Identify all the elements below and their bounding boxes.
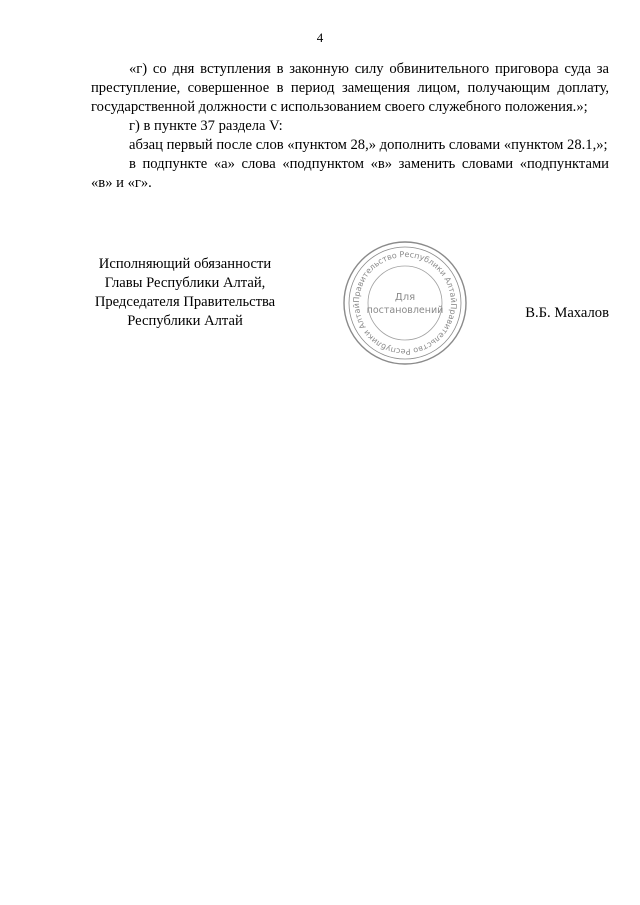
page-number: 4 bbox=[316, 30, 324, 45]
paragraph-4: в подпункте «а» слова «подпунктом «в» заменить словами «подпунктами «в» и «г». bbox=[91, 156, 609, 191]
signer-title-line-1: Исполняющий обязанности bbox=[98, 256, 272, 272]
signer-title bbox=[80, 255, 290, 331]
seal-center-line-2: постановлений bbox=[366, 305, 444, 316]
seal-center-line-1: Для bbox=[394, 292, 416, 303]
signer-name: В.Б. Махалов bbox=[525, 305, 609, 321]
seal-outer-ring bbox=[344, 242, 466, 364]
paragraph-3: абзац первый после слов «пунктом 28,» дополнить словами «пунктом 28.1,»; bbox=[129, 137, 608, 153]
signer-title-line-4: Республики Алтай bbox=[127, 313, 243, 329]
signer-title-line-2: Главы Республики Алтай, bbox=[104, 275, 266, 291]
signer-title-line-3: Председателя Правительства bbox=[94, 294, 276, 310]
seal-inner-ring bbox=[349, 247, 461, 359]
seal-ring-text-top: Правительство Республики Алтай bbox=[351, 249, 459, 304]
paragraph-1: «г) со дня вступления в законную силу обвинительного приговора суда за преступление, совершенное в период замещения лицом, получающим доплату, государственной должности с использованием своего служебного положения.»; bbox=[91, 61, 609, 115]
official-seal bbox=[342, 240, 468, 366]
document-body bbox=[91, 60, 609, 193]
seal-ring-text-bottom: Правительство Республики Алтай bbox=[351, 302, 459, 357]
seal-center-ring bbox=[368, 266, 442, 340]
paragraph-2: г) в пункте 37 раздела V: bbox=[129, 118, 283, 134]
